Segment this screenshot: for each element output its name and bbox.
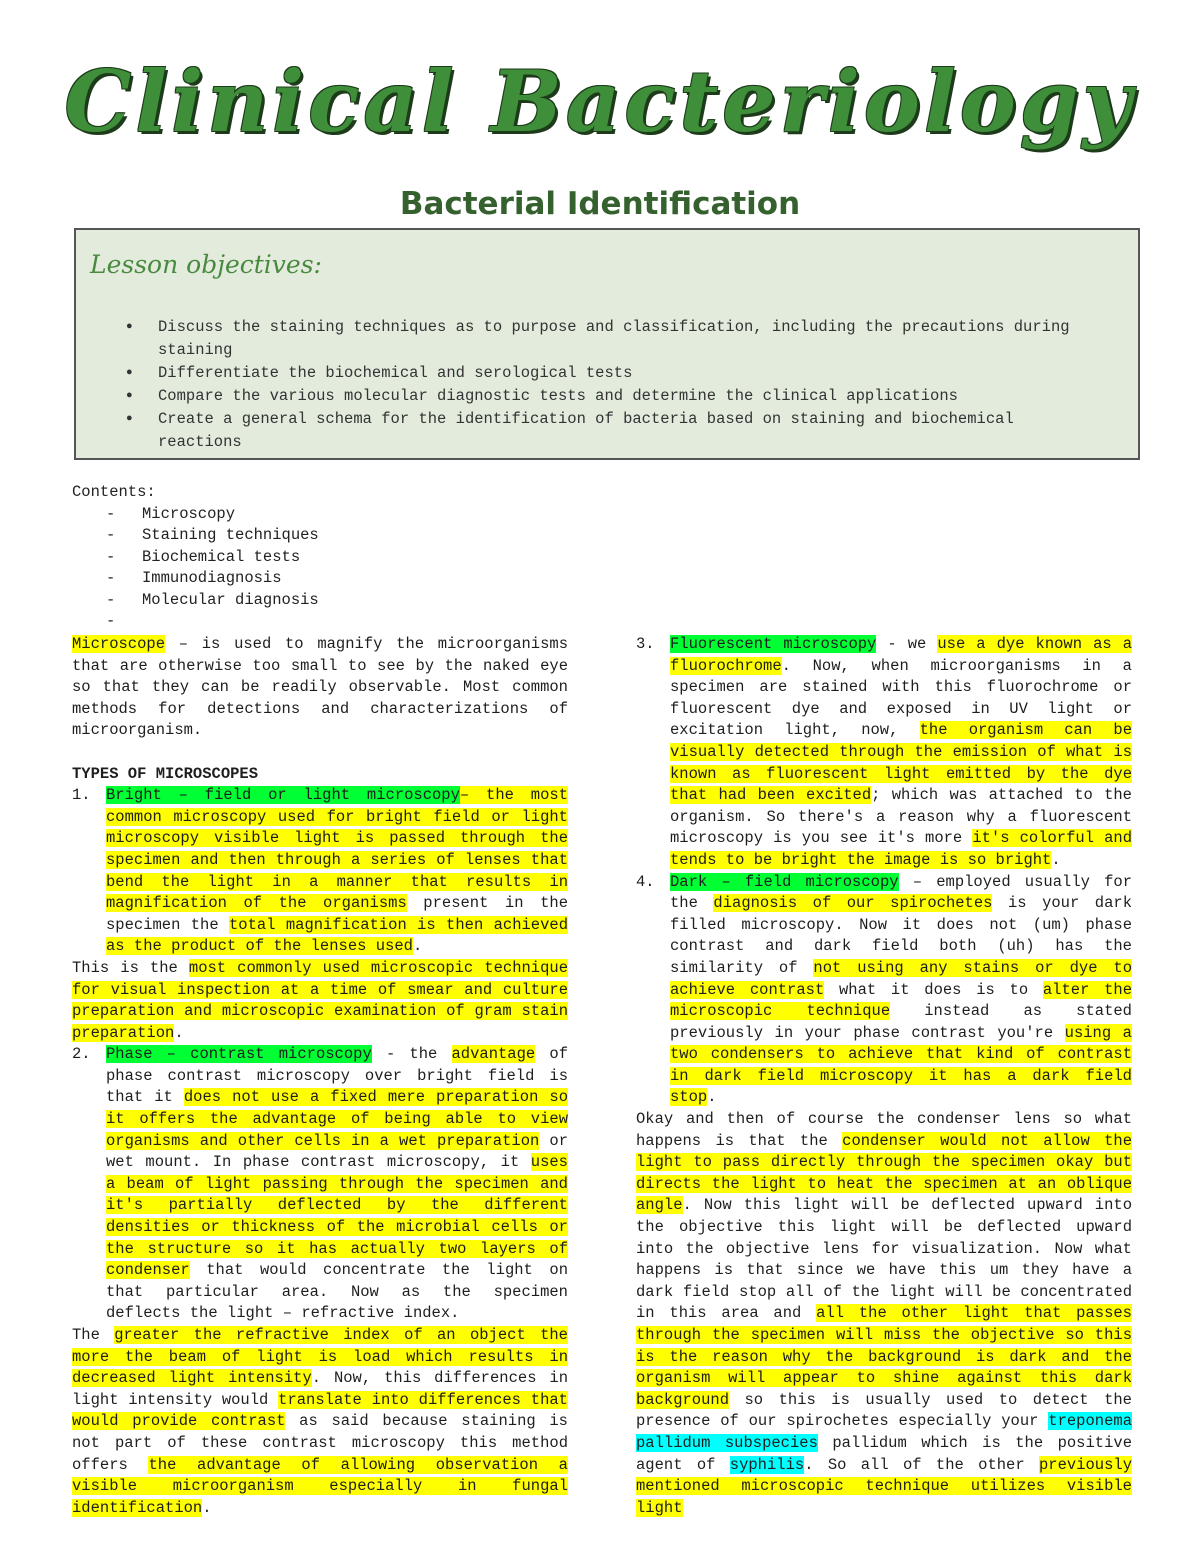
left-column (72, 634, 568, 1519)
list-item-phase-contrast (72, 1044, 568, 1325)
highlight: – the most common microscopy used for bright field or light microscopy visible light is passed through the specimen and then through a series of lenses that bend the light in a manner that results in magnification of the organisms (106, 786, 568, 913)
item-number: 3. (636, 635, 655, 653)
text-run: . Now, when microorganisms in a specimen are stained with this fluorochrome or fluorescent dye and exposed in UV light or excitation light, now, (670, 656, 1132, 740)
highlight: all the other light that passes through the specimen will miss the objective so this is the reason why the background is dark and the organism will appear to shine against this dark background (636, 1304, 1132, 1409)
text-run: . (174, 1023, 184, 1042)
item-number: 2. (72, 1045, 91, 1064)
item-number: 1. (72, 786, 91, 805)
highlight: Microscope (72, 635, 166, 653)
objectives-list (126, 316, 1086, 454)
text-run: – employed usually for the (670, 872, 1132, 913)
text-run: is your dark filled microscopy. Now it does not (um) phase contrast and dark field both (uh) has the similarity of (670, 894, 1132, 977)
highlight-term: Fluorescent microscopy (670, 635, 877, 653)
document-title: Clinical Bacteriology (64, 52, 1136, 151)
highlight: uses a beam of light passing through the specimen and it's partially deflected by the different densities or thickness of the microbial cells or the structure so it has actually two layers of condenser (106, 1153, 568, 1280)
refractive-index-paragraph (72, 1325, 568, 1519)
text-run: or wet mount. In phase contrast microscopy, it (106, 1131, 568, 1172)
list-item-dark-field (636, 872, 1132, 1110)
highlight: translate into differences that would provide contrast (72, 1390, 568, 1431)
right-column (636, 634, 1132, 1519)
text-run: . (1051, 850, 1061, 869)
highlight: it's colorful and tends to be bright the image is so bright (670, 829, 1132, 869)
text-run: of phase contrast microscopy over bright field is that it (106, 1045, 568, 1107)
bright-field-paragraph (72, 958, 568, 1044)
highlight: most commonly used microscopic technique for visual inspection at a time of smear and culture preparation and microscopic examination of gram stain preparation (72, 958, 569, 1042)
text-run: – is used to magnify the microorganisms that are otherwise too small to see by the naked eye so that they can be readily observable. Most common methods for detections and characterizations of microorganism. (72, 635, 568, 740)
highlight: greater the refractive index of an object the more the beam of light is load which results in decreased light intensity (72, 1326, 568, 1388)
contents-label: Contents: (72, 483, 156, 501)
objectives-heading: Lesson objectives: (90, 250, 322, 279)
contents-section (72, 482, 319, 611)
text-run: . Now this light will be deflected upward into the objective this light will be deflected upward into the objective lens for visualization. Now what happens is that since we have this um they have a dark field stop all of the light will be concentrated in this area and (636, 1196, 1132, 1323)
document-subtitle: Bacterial Identification (399, 186, 801, 222)
types-heading: TYPES OF MICROSCOPES (72, 764, 259, 783)
text-run: so this is usually used to detect the presence of our spirochetes especially your (636, 1390, 1132, 1431)
highlight: the organism can be visually detected through the emission of what is known as fluorescent light emitted by the dye that had been excited (670, 721, 1133, 805)
highlight: total magnification is then achieved as the product of the lenses used (106, 915, 569, 956)
text-run: - we (876, 635, 938, 653)
highlight-cyan: treponema pallidum subspecies (636, 1412, 1132, 1452)
highlight: not using any stains or dye to achieve contrast (670, 958, 1132, 999)
text-run: Okay and then of course the condenser lens so what happens is that the (636, 1110, 1132, 1150)
highlight-term: Phase – contrast microscopy (106, 1045, 372, 1064)
highlight-term: Bright – field or light microscopy (106, 786, 460, 805)
highlight: alter the microscopic technique (670, 980, 1133, 1021)
objective-item: ● Differentiate the biochemical and serological tests (126, 362, 1086, 385)
highlight-term: Dark – field microscopy (670, 872, 899, 891)
condenser-paragraph (636, 1109, 1132, 1519)
text-run: . Now, this differences in light intensity would (72, 1369, 568, 1409)
text-run: that would concentrate the light on that particular area. Now as the specimen deflects the light – refractive index. (106, 1261, 568, 1323)
highlight: use a dye known as a fluorochrome (670, 635, 1132, 675)
item-number: 4. (636, 872, 655, 891)
highlight-cyan: syphilis (729, 1455, 805, 1474)
contents-item: - Staining techniques (72, 525, 319, 547)
highlight: the advantage of allowing observation a visible microorganism especially in fungal identification (72, 1455, 568, 1517)
text-run: what it does is to (824, 980, 1043, 999)
text-run: . (202, 1498, 212, 1517)
contents-item: - Molecular diagnosis (72, 590, 319, 612)
highlight: diagnosis of our spirochetes (713, 894, 993, 913)
list-item-bright-field (72, 785, 568, 958)
text-run: instead as stated previously in your phase contrast you're (670, 1002, 1132, 1042)
highlight: using a two condensers to achieve that kind of contrast in dark field microscopy it has a dark field stop (670, 1023, 1132, 1107)
list-item-fluorescent (636, 634, 1132, 872)
objective-item: ● Compare the various molecular diagnostic tests and determine the clinical applications (126, 385, 1086, 408)
text-run: . So all of the other (804, 1455, 1039, 1474)
highlight: does not use a fixed mere preparation so it offers the advantage of being able to view organisms and other cells in a wet preparation (106, 1088, 569, 1150)
contents-item: - Immunodiagnosis (72, 568, 319, 590)
highlight: advantage (451, 1045, 536, 1064)
microscope-definition (72, 634, 568, 742)
objective-item: ● Discuss the staining techniques as to purpose and classification, including the precautions during staining (126, 316, 1086, 362)
contents-item: - Biochemical tests (72, 547, 319, 569)
lesson-objectives-box (74, 228, 1140, 460)
text-run: . (412, 937, 423, 956)
contents-list (72, 504, 319, 612)
text-run: as said because staining is not part of these contrast microscopy this method offers (72, 1412, 568, 1474)
text-run: The (72, 1326, 115, 1344)
text-run: ; which was attached to the organism. So there's a reason why a fluorescent microscopy is you see it's more (670, 786, 1132, 848)
highlight: condenser would not allow the light to pass directly through the specimen okay but directs the light to heat the specimen at an oblique angle (636, 1131, 1132, 1215)
text-run: pallidum which is the positive agent of (636, 1433, 1132, 1474)
objective-item: ● Create a general schema for the identification of bacteria based on staining and biochemical reactions (126, 408, 1086, 454)
highlight: previously mentioned microscopic technique utilizes visible light (636, 1455, 1132, 1517)
text-run: This is the (72, 958, 189, 977)
text-run: . (707, 1088, 717, 1107)
contents-item: - Microscopy (72, 504, 319, 526)
text-run: present in the specimen the (106, 894, 568, 934)
text-run: - the (371, 1045, 452, 1064)
